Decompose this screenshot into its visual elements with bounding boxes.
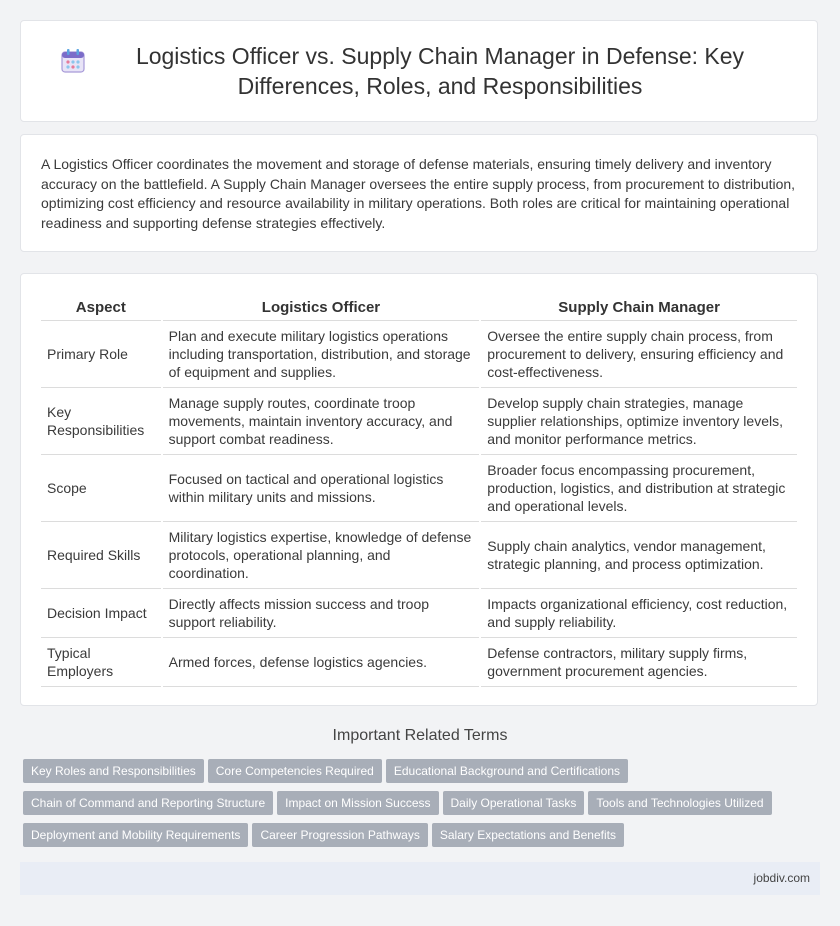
cell-supply: Develop supply chain strategies, manage supplier relationships, optimize inventory levels, and monitor performance metrics. <box>481 388 797 455</box>
comparison-table <box>39 294 799 687</box>
tag-key-roles[interactable]: Key Roles and Responsibilities <box>23 759 204 783</box>
cell-aspect: Key Responsibilities <box>41 388 161 455</box>
cell-supply: Defense contractors, military supply firms, government procurement agencies. <box>481 638 797 687</box>
cell-logistics: Plan and execute military logistics operations including transportation, distribution, and storage of equipment and supplies. <box>163 321 480 388</box>
tag-daily-tasks[interactable]: Daily Operational Tasks <box>443 791 585 815</box>
cell-logistics: Manage supply routes, coordinate troop movements, maintain inventory accuracy, and support combat readiness. <box>163 388 480 455</box>
cell-supply: Impacts organizational efficiency, cost reduction, and supply reliability. <box>481 589 797 638</box>
table-row <box>41 455 797 522</box>
tag-career-progression[interactable]: Career Progression Pathways <box>252 823 427 847</box>
calendar-icon <box>59 47 87 75</box>
header-supply-chain-manager: Supply Chain Manager <box>481 294 797 321</box>
cell-aspect: Scope <box>41 455 161 522</box>
footer <box>20 862 820 895</box>
cell-aspect: Decision Impact <box>41 589 161 638</box>
table-row <box>41 638 797 687</box>
intro-text: A Logistics Officer coordinates the movement and storage of defense materials, ensuring timely delivery and inventory accuracy on the battlefield. A Supply Chain Manager oversees the entire supply process, from procurement to distribution, optimizing cost efficiency and resource availability in military operations. Both roles are critical for maintaining operational readiness and supporting defense strategies effectively. <box>41 156 796 231</box>
tag-tools-technologies[interactable]: Tools and Technologies Utilized <box>588 791 771 815</box>
tag-core-competencies[interactable]: Core Competencies Required <box>208 759 382 783</box>
cell-supply: Broader focus encompassing procurement, production, logistics, and distribution at strategic and operational levels. <box>481 455 797 522</box>
table-row <box>41 522 797 589</box>
table-row <box>41 388 797 455</box>
tag-salary-expectations[interactable]: Salary Expectations and Benefits <box>432 823 624 847</box>
cell-logistics: Directly affects mission success and troop support reliability. <box>163 589 480 638</box>
tag-deployment-mobility[interactable]: Deployment and Mobility Requirements <box>23 823 248 847</box>
header-card <box>20 20 818 122</box>
page-title: Logistics Officer vs. Supply Chain Manager in Defense: Key Differences, Roles, and Responsibilities <box>135 43 745 99</box>
tag-impact-mission[interactable]: Impact on Mission Success <box>277 791 438 815</box>
cell-aspect: Typical Employers <box>41 638 161 687</box>
comparison-card <box>20 273 818 706</box>
related-terms-title: Important Related Terms <box>332 727 508 744</box>
cell-supply: Supply chain analytics, vendor management, strategic planning, and process optimization. <box>481 522 797 589</box>
cell-aspect: Primary Role <box>41 321 161 388</box>
related-terms-tags <box>23 759 813 855</box>
footer-site-link[interactable]: jobdiv.com <box>753 871 810 885</box>
table-row <box>41 589 797 638</box>
cell-logistics: Focused on tactical and operational logistics within military units and missions. <box>163 455 480 522</box>
intro-card <box>20 134 818 252</box>
cell-logistics: Military logistics expertise, knowledge of defense protocols, operational planning, and coordination. <box>163 522 480 589</box>
header-aspect: Aspect <box>41 294 161 321</box>
table-row <box>41 321 797 388</box>
tag-educational-background[interactable]: Educational Background and Certifications <box>386 759 628 783</box>
table-header-row <box>41 294 797 321</box>
cell-aspect: Required Skills <box>41 522 161 589</box>
cell-logistics: Armed forces, defense logistics agencies. <box>163 638 480 687</box>
header-logistics-officer: Logistics Officer <box>163 294 480 321</box>
tag-chain-of-command[interactable]: Chain of Command and Reporting Structure <box>23 791 273 815</box>
cell-supply: Oversee the entire supply chain process, from procurement to delivery, ensuring efficiency and cost-effectiveness. <box>481 321 797 388</box>
